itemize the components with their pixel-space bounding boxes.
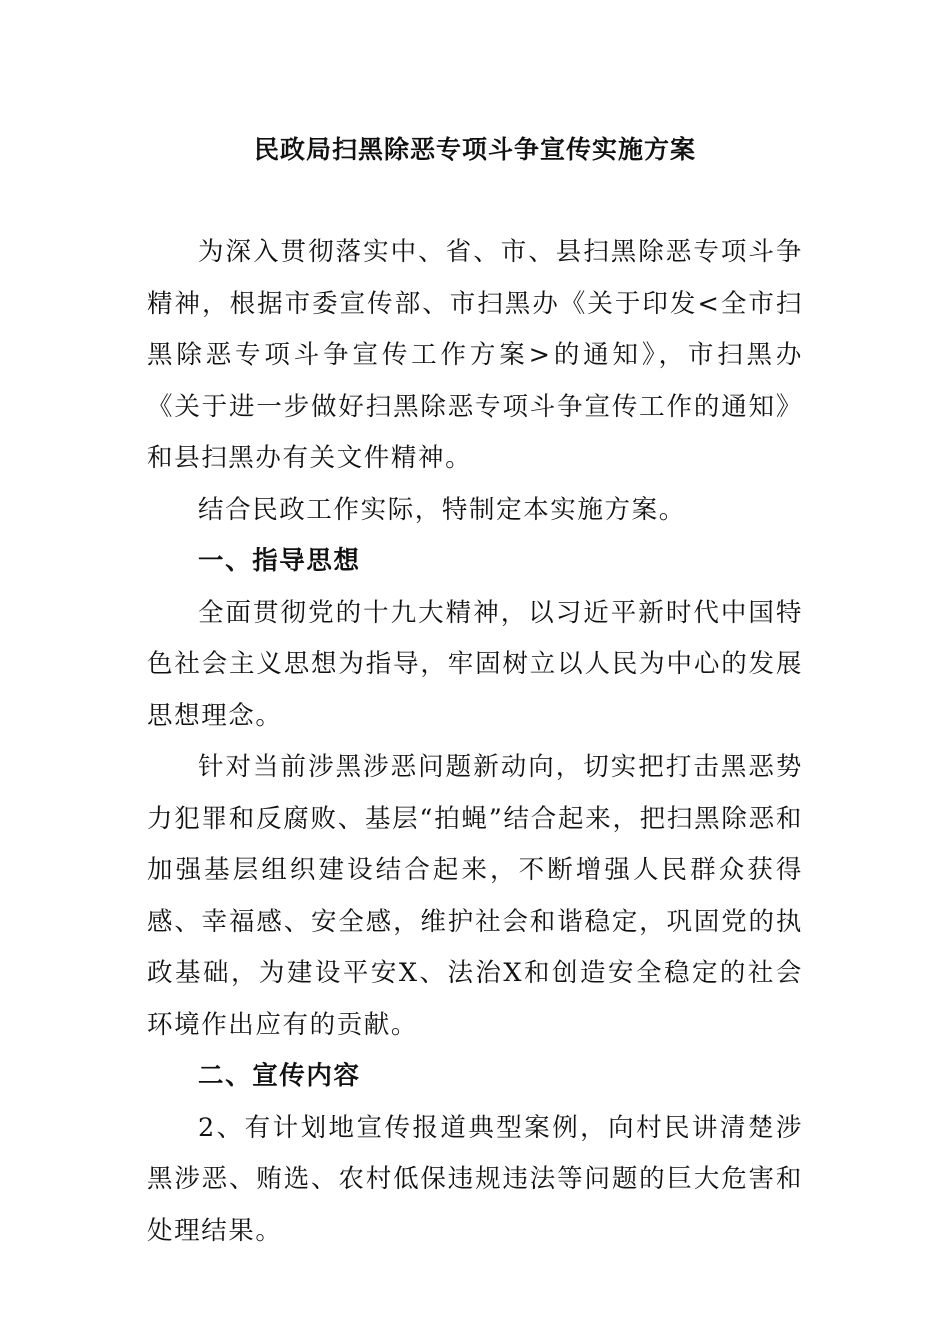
paragraph-intro: 为深入贯彻落实中、省、市、县扫黑除恶专项斗争精神，根据市委宣传部、市扫黑办《关于印发<全市扫黑除恶专项斗争宣传工作方案>的通知》，市扫黑办《关于进一步做好扫黑除恶专项斗争宣传工作的通知》和县扫黑办有关文件精神。 (147, 237, 803, 473)
section-heading-publicity-content: 二、宣传内容 (198, 1061, 361, 1091)
paragraph-guiding-ideology: 全面贯彻党的十九大精神，以习近平新时代中国特色社会主义思想为指导，牢固树立以人民为中心的发展思想理念。 (147, 597, 803, 731)
paragraph-targeting: 针对当前涉黑涉恶问题新动向，切实把打击黑恶势力犯罪和反腐败、基层“拍蝇”结合起来，把扫黑除恶和加强基层组织建设结合起来，不断增强人民群众获得感、幸福感、安全感，维护社会和谐稳定，巩固党的执政基础，为建设平安X、法治X和创造安全稳定的社会环境作出应有的贡献。 (147, 752, 803, 1040)
section-heading-guiding-ideology: 一、指导思想 (198, 546, 361, 576)
document-title: 民政局扫黑除恶专项斗争宣传实施方案 (253, 135, 696, 164)
document-body (147, 227, 803, 1257)
paragraph-purpose: 结合民政工作实际，特制定本实施方案。 (198, 494, 686, 525)
paragraph-publicity-item-2: 2、有计划地宣传报道典型案例，向村民讲清楚涉黑涉恶、贿选、农村低保违规违法等问题的巨大危害和处理结果。 (147, 1112, 803, 1246)
